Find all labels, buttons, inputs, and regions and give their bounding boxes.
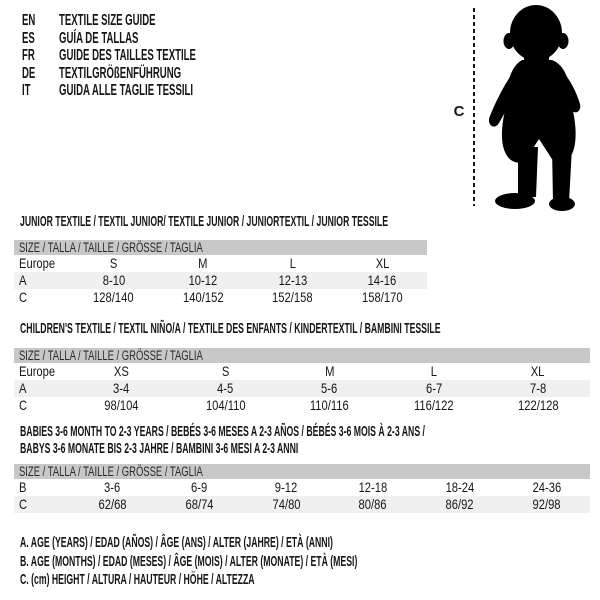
childrens-textile-table bbox=[14, 321, 590, 414]
table-cell: 10-12 bbox=[188, 272, 218, 288]
babies-textile-table bbox=[14, 423, 590, 513]
table-cell: 110/116 bbox=[310, 397, 349, 413]
language-code: EN bbox=[22, 12, 36, 29]
table-row bbox=[14, 397, 590, 414]
table-title: BABYS 3-6 MONATE BIS 2-3 JAHRE / BAMBINI 3-6 MESI A 2-3 ANNI bbox=[20, 440, 299, 457]
language-row bbox=[22, 12, 287, 30]
table-row bbox=[14, 289, 427, 306]
table-cell: M bbox=[324, 363, 335, 379]
table-cell: 3-6 bbox=[104, 479, 121, 495]
row-label: Europe bbox=[19, 363, 56, 379]
table-header: SIZE / TALLA / TAILLE / GRÖSSE / TAGLIA bbox=[14, 348, 590, 363]
row-label: A bbox=[19, 380, 27, 396]
table-cell: 122/128 bbox=[517, 397, 559, 413]
table-cell: 116/122 bbox=[413, 397, 454, 413]
table-cell: L bbox=[289, 255, 296, 271]
language-label: GUÍA DE TALLAS bbox=[59, 29, 139, 47]
row-label: C bbox=[19, 397, 28, 413]
table-cell: 74/80 bbox=[272, 496, 301, 512]
table-cell: 62/68 bbox=[98, 496, 127, 512]
language-row bbox=[22, 82, 287, 100]
row-label: Europe bbox=[19, 255, 56, 271]
language-guide bbox=[22, 12, 287, 100]
language-row bbox=[22, 47, 287, 65]
row-label: C bbox=[19, 289, 28, 305]
row-label: B bbox=[19, 479, 27, 495]
table-cell: 4-5 bbox=[217, 380, 234, 396]
table-cell: 6-9 bbox=[191, 479, 208, 495]
language-code: ES bbox=[22, 29, 35, 47]
table-title: BABIES 3-6 MONTH TO 2-3 YEARS / BEBÉS 3-6 MESES A 2-3 AÑOS / BÉBÉS 3-6 MOIS À 2-3 ANS / bbox=[20, 423, 425, 440]
language-label: TEXTILE SIZE GUIDE bbox=[59, 12, 156, 29]
footnote: B. AGE (MONTHS) / EDAD (MESES) / ÂGE (MOIS) / ALTER (MONATE) / ETÀ (MESI) bbox=[20, 552, 358, 570]
table-cell: 128/140 bbox=[93, 289, 134, 305]
table-cell: 18-24 bbox=[445, 479, 475, 495]
row-label: A bbox=[19, 272, 27, 288]
table-cell: 12-13 bbox=[278, 272, 308, 288]
table-cell: S bbox=[110, 255, 118, 271]
language-label: TEXTILGRÖßENFÜHRUNG bbox=[59, 64, 182, 82]
footnote: A. AGE (YEARS) / EDAD (AÑOS) / ÂGE (ANS) / ALTER (JAHRE) / ETÀ (ANNI) bbox=[20, 534, 333, 551]
language-code: DE bbox=[22, 64, 36, 82]
table-cell: 8-10 bbox=[102, 272, 125, 288]
table-cell: XS bbox=[113, 363, 129, 379]
table-cell: 92/98 bbox=[532, 496, 561, 512]
table-row bbox=[14, 363, 590, 380]
table-cell: 98/104 bbox=[103, 397, 139, 413]
height-measure-line bbox=[473, 8, 475, 206]
table-cell: 158/170 bbox=[361, 289, 403, 305]
table-row bbox=[14, 255, 427, 272]
table-cell: M bbox=[198, 255, 208, 271]
table-row bbox=[14, 272, 427, 289]
table-cell: L bbox=[430, 363, 437, 379]
row-label: C bbox=[19, 496, 28, 512]
table-cell: 68/74 bbox=[185, 496, 214, 512]
table-cell: 80/86 bbox=[358, 496, 387, 512]
table-title: JUNIOR TEXTILE / TEXTIL JUNIOR/ TEXTILE JUNIOR / JUNIORTEXTIL / JUNIOR TESSILE bbox=[20, 213, 389, 230]
table-cell: 104/110 bbox=[205, 397, 246, 413]
table-cell: 7-8 bbox=[529, 380, 547, 396]
language-code: IT bbox=[22, 82, 31, 99]
table-row bbox=[14, 380, 590, 397]
language-label: GUIDE DES TAILLES TEXTILE bbox=[59, 47, 196, 64]
table-row bbox=[14, 496, 590, 513]
table-cell: 9-12 bbox=[274, 479, 298, 495]
footnotes bbox=[20, 534, 600, 590]
table-row bbox=[14, 479, 590, 496]
height-measure-label: C bbox=[453, 103, 465, 120]
footnote: C. (cm) HEIGHT / ALTURA / HAUTEUR / HÖHE / ALTEZZA bbox=[20, 571, 255, 588]
table-cell: S bbox=[221, 363, 230, 379]
table-cell: 6-7 bbox=[425, 380, 442, 396]
language-row bbox=[22, 30, 287, 48]
table-cell: 152/158 bbox=[272, 289, 313, 305]
table-cell: XL bbox=[531, 363, 545, 379]
language-row bbox=[22, 65, 287, 83]
table-cell: 24-36 bbox=[532, 479, 561, 495]
table-title: CHILDREN'S TEXTILE / TEXTIL NIÑO/A / TEXTILE DES ENFANTS / KINDERTEXTIL / BAMBINI TESSILE bbox=[20, 320, 441, 337]
baby-silhouette-icon bbox=[482, 2, 594, 213]
table-cell: 3-4 bbox=[113, 380, 130, 396]
table-cell: 5-6 bbox=[321, 380, 338, 396]
table-cell: XL bbox=[375, 255, 390, 271]
junior-textile-table bbox=[14, 214, 427, 306]
table-header: SIZE / TALLA / TAILLE / GRÖSSE / TAGLIA bbox=[14, 464, 590, 479]
table-cell: 12-18 bbox=[358, 479, 388, 495]
table-cell: 140/152 bbox=[182, 289, 224, 305]
language-label: GUIDA ALLE TAGLIE TESSILI bbox=[59, 82, 194, 99]
table-header: SIZE / TALLA / TAILLE / GRÖSSE / TAGLIA bbox=[14, 240, 427, 255]
language-code: FR bbox=[22, 47, 35, 64]
table-cell: 86/92 bbox=[445, 496, 474, 512]
table-cell: 14-16 bbox=[367, 272, 397, 288]
